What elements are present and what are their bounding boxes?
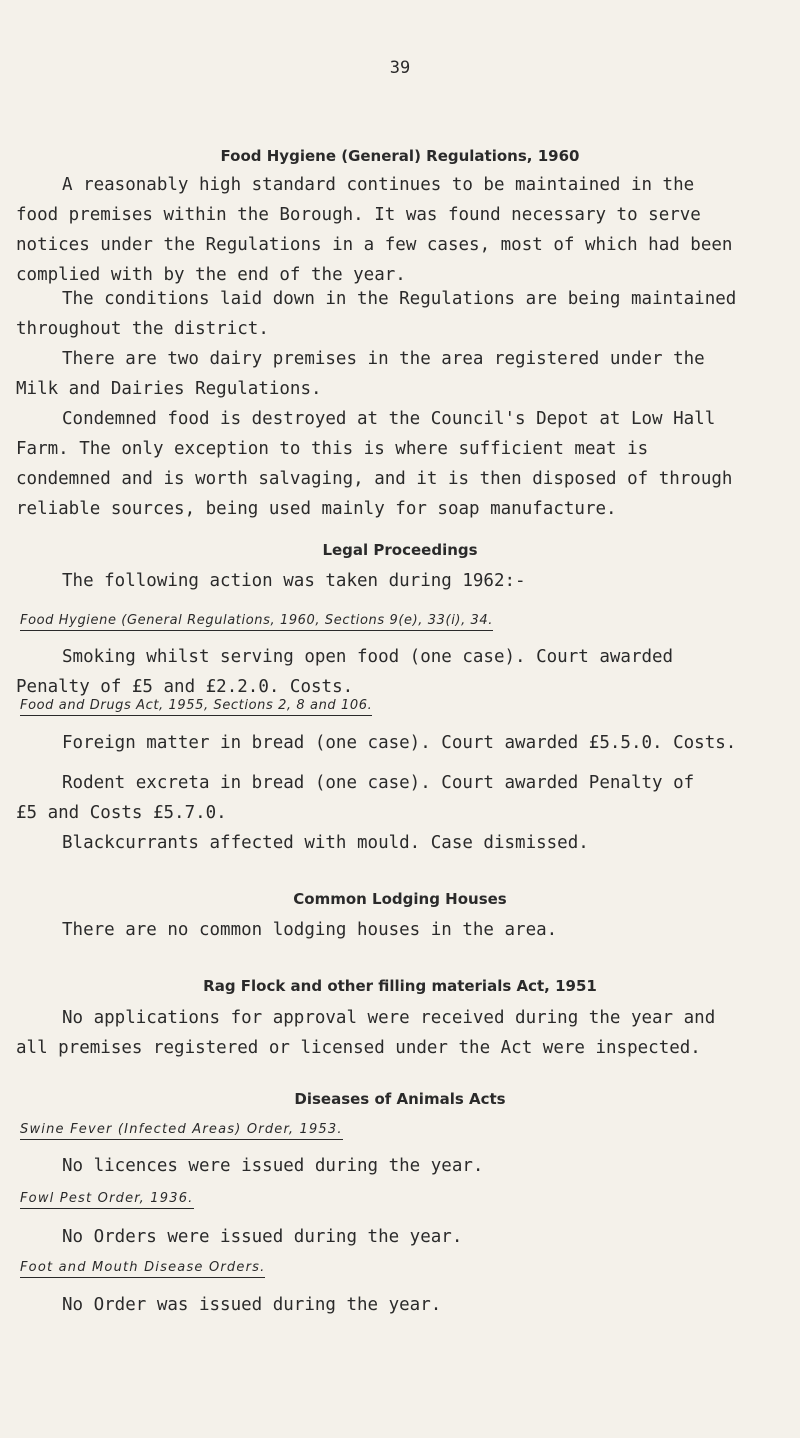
text-line: Smoking whilst serving open food (one case). Court awarded [62, 647, 674, 667]
text-line: reliable sources, being used mainly for soap manufacture. [16, 499, 617, 519]
text-line: notices under the Regulations in a few cases, most of which had been [16, 235, 733, 255]
text-line: Milk and Dairies Regulations. [16, 379, 322, 399]
paragraph-legal-foreign-matter [62, 728, 786, 758]
paragraph-animals-licences [62, 1151, 786, 1181]
paragraph-animals-orders [62, 1222, 786, 1252]
text-line: No Orders were issued during the year. [62, 1227, 463, 1247]
text-line: complied with by the end of the year. [16, 265, 406, 285]
paragraph-legal-intro [62, 566, 786, 596]
text-line: all premises registered or licensed under the Act were inspected. [16, 1038, 701, 1058]
statute-heading-swine-fever: Swine Fever (Infected Areas) Order, 1953. [20, 1122, 343, 1140]
paragraph-legal-blackcurrants [62, 828, 786, 858]
paragraph-rag-flock [16, 1003, 786, 1063]
paragraph-food-hygiene-standard [16, 170, 786, 290]
text-line: No applications for approval were received during the year and [62, 1008, 716, 1028]
statute-heading-foot-mouth: Foot and Mouth Disease Orders. [20, 1260, 265, 1278]
paragraph-legal-rodent [16, 768, 786, 828]
statute-heading-fowl-pest: Fowl Pest Order, 1936. [20, 1191, 194, 1209]
section-heading-lodging: Common Lodging Houses [293, 890, 507, 908]
text-line: There are two dairy premises in the area registered under the [62, 349, 705, 369]
text-line: throughout the district. [16, 319, 269, 339]
section-heading-animals: Diseases of Animals Acts [294, 1090, 506, 1108]
paragraph-food-hygiene-dairy [16, 344, 786, 404]
paragraph-legal-smoking [16, 642, 786, 702]
page-number: 39 [389, 58, 411, 78]
text-line: Blackcurrants affected with mould. Case dismissed. [62, 833, 589, 853]
text-line: condemned and is worth salvaging, and it is then disposed of through [16, 469, 733, 489]
section-heading-food-hygiene: Food Hygiene (General) Regulations, 1960 [220, 147, 580, 165]
statute-heading-food-drugs: Food and Drugs Act, 1955, Sections 2, 8 and 106. [20, 698, 372, 716]
text-line: The conditions laid down in the Regulations are being maintained [62, 289, 737, 309]
text-line: No licences were issued during the year. [62, 1156, 484, 1176]
statute-heading-food-hygiene: Food Hygiene (General Regulations, 1960, Sections 9(e), 33(i), 34. [20, 613, 493, 631]
paragraph-lodging [62, 915, 786, 945]
text-line: Penalty of £5 and £2.2.0. Costs. [16, 677, 354, 697]
text-line: Foreign matter in bread (one case). Court awarded £5.5.0. Costs. [62, 733, 737, 753]
paragraph-food-hygiene-condemned [16, 404, 786, 524]
text-line: A reasonably high standard continues to be maintained in the [62, 175, 695, 195]
paragraph-food-hygiene-conditions [16, 284, 786, 344]
text-line: Condemned food is destroyed at the Council's Depot at Low Hall [62, 409, 716, 429]
section-heading-rag-flock: Rag Flock and other filling materials Act, 1951 [203, 977, 597, 995]
section-heading-legal: Legal Proceedings [322, 541, 478, 559]
text-line: Rodent excreta in bread (one case). Court awarded Penalty of [62, 773, 695, 793]
text-line: Farm. The only exception to this is where sufficient meat is [16, 439, 649, 459]
paragraph-animals-order [62, 1290, 786, 1320]
text-line: There are no common lodging houses in the area. [62, 920, 558, 940]
text-line: No Order was issued during the year. [62, 1295, 442, 1315]
text-line: The following action was taken during 1962:- [62, 571, 526, 591]
text-line: food premises within the Borough. It was found necessary to serve [16, 205, 701, 225]
text-line: £5 and Costs £5.7.0. [16, 803, 227, 823]
